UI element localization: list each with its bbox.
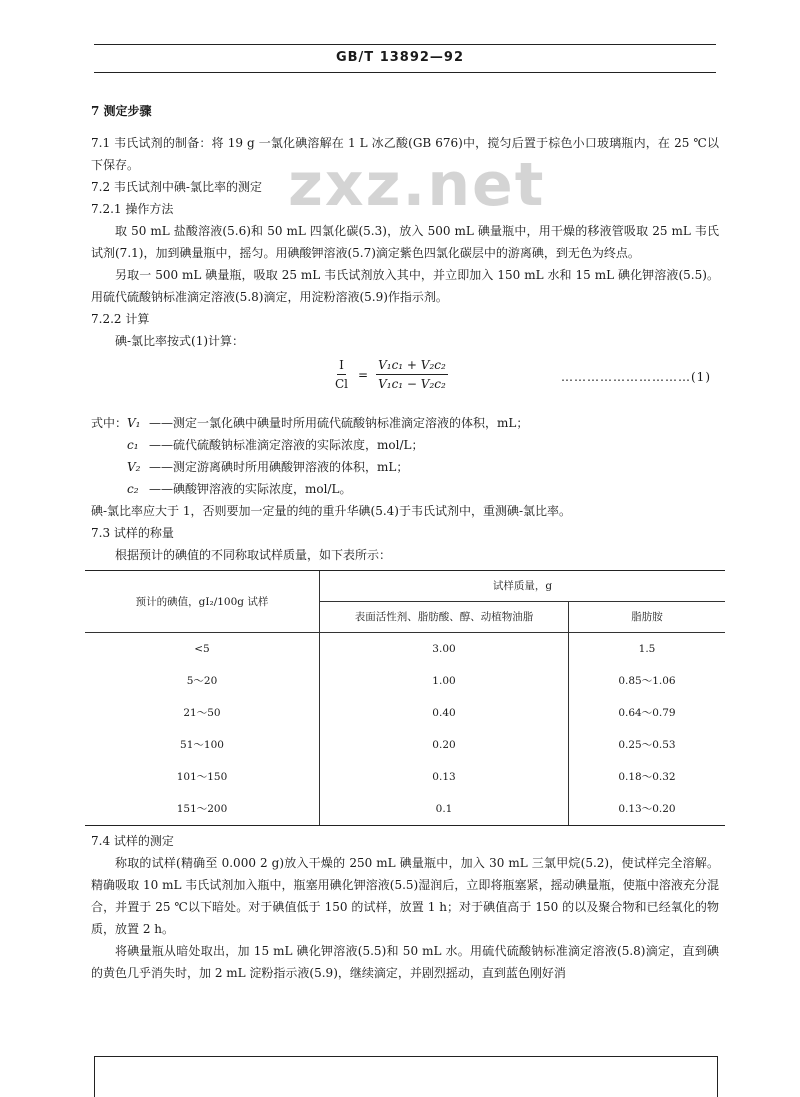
section-7-1: 7.1 韦氏试剂的制备：将 19 g 一氯化碘溶解在 1 L 冰乙酸(GB 676)中，搅匀后置于棕色小口玻璃瓶内，在 25 ℃以下保存。 (91, 136, 719, 172)
definition-row: V₂ ——测定游离碘时所用碘酸钾溶液的体积，mL； (127, 460, 409, 474)
header-top-rule (94, 44, 716, 45)
definition-row: c₁ ——硫代硫酸钠标准滴定溶液的实际浓度，mol/L； (127, 438, 424, 452)
watermark: zxz.net (288, 150, 546, 220)
table-row: 21～50 0.40 0.64～0.79 (85, 697, 725, 729)
formula-lhs: $\frac{I}{Cl}$ (335, 358, 349, 391)
col-sample-mass: 试样质量，g (320, 571, 726, 602)
col-surfactant: 表面活性剂、脂肪酸、醇、动植物油脂 (320, 602, 569, 633)
paragraph-7-3: 根据预计的碘值的不同称取试样质量，如下表所示： (115, 548, 392, 562)
col-iodine-value: 预计的碘值，gI₂/100g 试样 (85, 571, 320, 633)
table-row: 101～150 0.13 0.18～0.32 (85, 761, 725, 793)
sample-mass-table (85, 570, 725, 826)
table-row: 5～20 1.00 0.85～1.06 (85, 665, 725, 697)
paragraph-7-4-a: 称取的试样(精确至 0.000 2 g)放入干燥的 250 mL 碘量瓶中，加入 30 mL 三氯甲烷(5.2)，使试样完全溶解。精确吸取 10 mL 韦氏试剂加入瓶中，瓶塞用碘化钾溶液(5.5)湿润后，立即将瓶塞紧，摇动碘量瓶，使瓶中溶液充分混合，并置于 25 ℃以下暗处。对于碘值低于 150 的试样，放置 1 h；对于碘值高于 150 的以及聚合物和已经氧化的物质，放置 2 h。 (91, 856, 719, 936)
section-7-2-1-heading: 7.2.1 操作方法 (91, 202, 174, 216)
section-7-2-2-heading: 7.2.2 计算 (91, 312, 150, 326)
definition-row: c₂ ——碘酸钾溶液的实际浓度，mol/L。 (127, 482, 352, 496)
document-body (91, 100, 719, 984)
paragraph-7-2-2: 碘-氯比率按式(1)计算： (115, 334, 245, 348)
header-bottom-rule (94, 72, 716, 73)
standard-number: GB/T 13892—92 (335, 50, 465, 65)
formula-1: $\frac{I}{Cl}$ = $\frac{\text{V₁c₁ + V₂c₂}}{\text{V₁c₁ − V₂c₂}}$ …………………………(1) (335, 358, 711, 391)
definition-row: 式中： V₁ ——测定一氯化碘中碘量时所用硫代硫酸钠标准滴定溶液的体积，mL； (91, 416, 529, 430)
paragraph-7-4-b: 将碘量瓶从暗处取出，加 15 mL 碘化钾溶液(5.5)和 50 mL 水。用硫代硫酸钠标准滴定溶液(5.8)滴定，直到碘的黄色几乎消失时，加 2 mL 淀粉指示液(5.9)，继续滴定，并剧烈摇动，直到蓝色刚好消 (91, 944, 719, 980)
table-row: <5 3.00 1.5 (85, 633, 725, 666)
table-row: 151～200 0.1 0.13～0.20 (85, 793, 725, 826)
ratio-note: 碘-氯比率应大于 1，否则要加一定量的纯的重升华碘(5.4)于韦氏试剂中，重测碘-氯比率。 (91, 504, 572, 518)
paragraph-7-2-1-a: 取 50 mL 盐酸溶液(5.6)和 50 mL 四氯化碳(5.3)，放入 500 mL 碘量瓶中，用干燥的移液管吸取 25 mL 韦氏试剂(7.1)，加到碘量瓶中，摇匀。用碘酸钾溶液(5.7)滴定紫色四氯化碳层中的游离碘，到无色为终点。 (91, 224, 719, 260)
paragraph-7-2-1-b: 另取一 500 mL 碘量瓶，吸取 25 mL 韦氏试剂放入其中，并立即加入 150 mL 水和 15 mL 碘化钾溶液(5.5)。用硫代硫酸钠标准滴定溶液(5.8)滴定，用淀粉溶液(5.9)作指示剂。 (91, 268, 719, 304)
formula-definitions (91, 412, 719, 500)
col-fatty-amine: 脂肪胺 (569, 602, 726, 633)
section-7-3-heading: 7.3 试样的称量 (91, 526, 174, 540)
section-7-heading: 7 测定步骤 (91, 104, 152, 118)
formula-rhs: $\frac{\text{V₁c₁ + V₂c₂}}{\text{V₁c₁ − V₂c₂}}$ (378, 358, 446, 391)
section-7-2-heading: 7.2 韦氏试剂中碘-氯比率的测定 (91, 180, 262, 194)
section-7-4-heading: 7.4 试样的测定 (91, 834, 174, 848)
formula-number: …………………………(1) (561, 370, 711, 384)
table-row: 51～100 0.20 0.25～0.53 (85, 729, 725, 761)
